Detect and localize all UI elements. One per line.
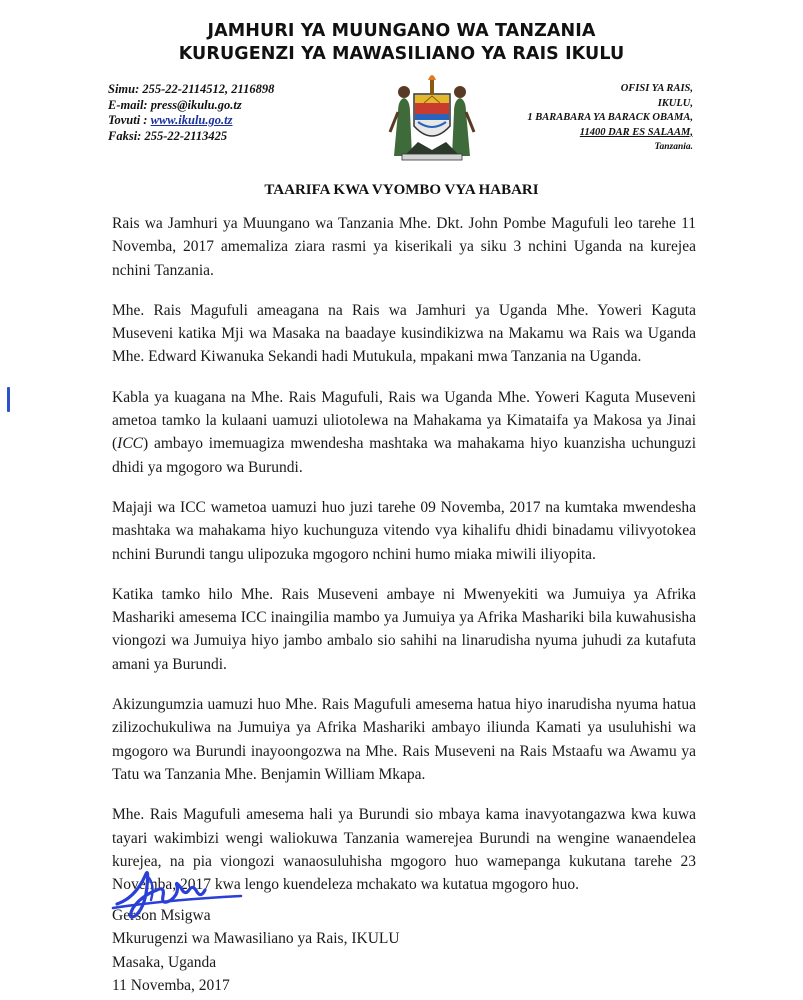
- contact-details: [108, 82, 358, 144]
- signature-place: Masaka, Uganda: [112, 953, 217, 971]
- address-line-5: Tanzania.: [654, 142, 693, 152]
- body-text: [112, 212, 696, 913]
- phone-number: Simu: 255-22-2114512, 2116898: [108, 82, 275, 96]
- document-title: TAARIFA KWA VYOMBO VYA HABARI: [264, 182, 539, 198]
- address-line-1: OFISI YA RAIS,: [620, 83, 693, 94]
- signatory-name: Gerson Msigwa: [112, 907, 211, 924]
- address-line-4: 11400 DAR ES SALAAM,: [579, 126, 693, 138]
- paragraph-2: Mhe. Rais Magufuli ameagana na Rais wa Jamhuri ya Uganda Mhe. Yoweri Kaguta Museveni katika Mji wa Masaka na baadaye kusindikizwa na Makamu wa Rais wa Uganda Mhe. Edward Kiwanuka Sekandi hadi Mutukula, mpakani mwa Tanzania na Uganda.: [112, 301, 696, 366]
- address-line-2: IKULU,: [657, 97, 693, 109]
- handwritten-signature: [105, 856, 245, 926]
- paragraph-7: Mhe. Rais Magufuli amesema hali ya Burundi sio mbaya kama inavyotangazwa kwa kuwa tayari wakimbizi wengi waliokuwa Tanzania wamerejea Burundi na wengine wanaendelea kurejea, na pia viongozi wanaosuluhisha mgogoro huo wamepanga kukutana tarehe 23 Novemba, 2017 kwa lengo kuendeleza mchakato wa kutatua mgogoro huo.: [112, 806, 696, 894]
- signature-date: 11 Novemba, 2017: [112, 976, 230, 994]
- fax-number: Faksi: 255-22-2113425: [108, 128, 228, 143]
- header-republic: JAMHURI YA MUUNGANO WA TANZANIA: [207, 21, 596, 41]
- paragraph-6: Akizungumzia uamuzi huo Mhe. Rais Magufuli amesema hatua hiyo inarudisha nyuma hatua zilizochukuliwa na Jumuiya ya Afrika Mashariki ambayo iliunda Kamati ya usuluhishi wa mgogoro wa Burundi inayoongozwa na Mhe. Rais Museveni na Rais Mstaafu wa Awamu ya Tatu wa Tanzania Mhe. Benjamin William Mkapa.: [112, 696, 696, 783]
- icc-abbreviation: ICC: [117, 435, 144, 453]
- website-row: [108, 113, 358, 129]
- address-line-3: 1 BARABARA YA BARACK OBAMA,: [527, 112, 693, 123]
- website-label: Tovuti :: [108, 113, 151, 127]
- office-address: [443, 82, 693, 155]
- margin-mark: [7, 387, 10, 412]
- paragraph-4: Majaji wa ICC wametoa uamuzi huo juzi tarehe 09 Novemba, 2017 na kumtaka mwendesha mashtaka wa mahakama hiyo kuchunguza vitendo vya kihalifu dhidi binadamu vilivyotokea nchini Burundi tangu ulipozuka mgogoro nchini humo miaka miwili iliyopita.: [112, 498, 696, 563]
- paragraph-3: [112, 386, 696, 479]
- website-link[interactable]: www.ikulu.go.tz: [150, 113, 233, 127]
- email-address: E-mail: press@ikulu.go.tz: [108, 97, 242, 112]
- header-directorate: KURUGENZI YA MAWASILIANO YA RAIS IKULU: [178, 44, 625, 64]
- paragraph-1: Rais wa Jamhuri ya Muungano wa Tanzania Mhe. Dkt. John Pombe Magufuli leo tarehe 11 Novemba, 2017 amemaliza ziara rasmi ya kiserikali ya siku 3 nchini Uganda na kurejea nchini Tanzania.: [112, 215, 696, 279]
- paragraph-3-part-2: ) ambayo imemuagiza mwendesha mashtaka wa mahakama hiyo kuanzisha uchunguzi dhidi ya mgogoro wa Burundi.: [112, 435, 696, 476]
- paragraph-5: Katika tamko hilo Mhe. Rais Museveni ambaye ni Mwenyekiti wa Jumuiya ya Afrika Mashariki amesema ICC inaingilia mambo ya Jumuiya ya Afrika Mashariki bila kuwahusisha viongozi wa Jumuiya hiyo jambo ambalo sio sahihi na linarudisha nyuma juhudi za kutafuta amani ya Burundi.: [112, 585, 696, 673]
- paragraph-3-part-1: Kabla ya kuagana na Mhe. Rais Magufuli, Rais wa Uganda Mhe. Yoweri Kaguta Museveni ametoa tamko la kulaani uamuzi uliotolewa na Mahakama ya Kimataifa ya Makosa ya Jinai (: [112, 388, 696, 453]
- signatory-position: Mkurugenzi wa Mawasiliano ya Rais, IKULU: [112, 930, 400, 948]
